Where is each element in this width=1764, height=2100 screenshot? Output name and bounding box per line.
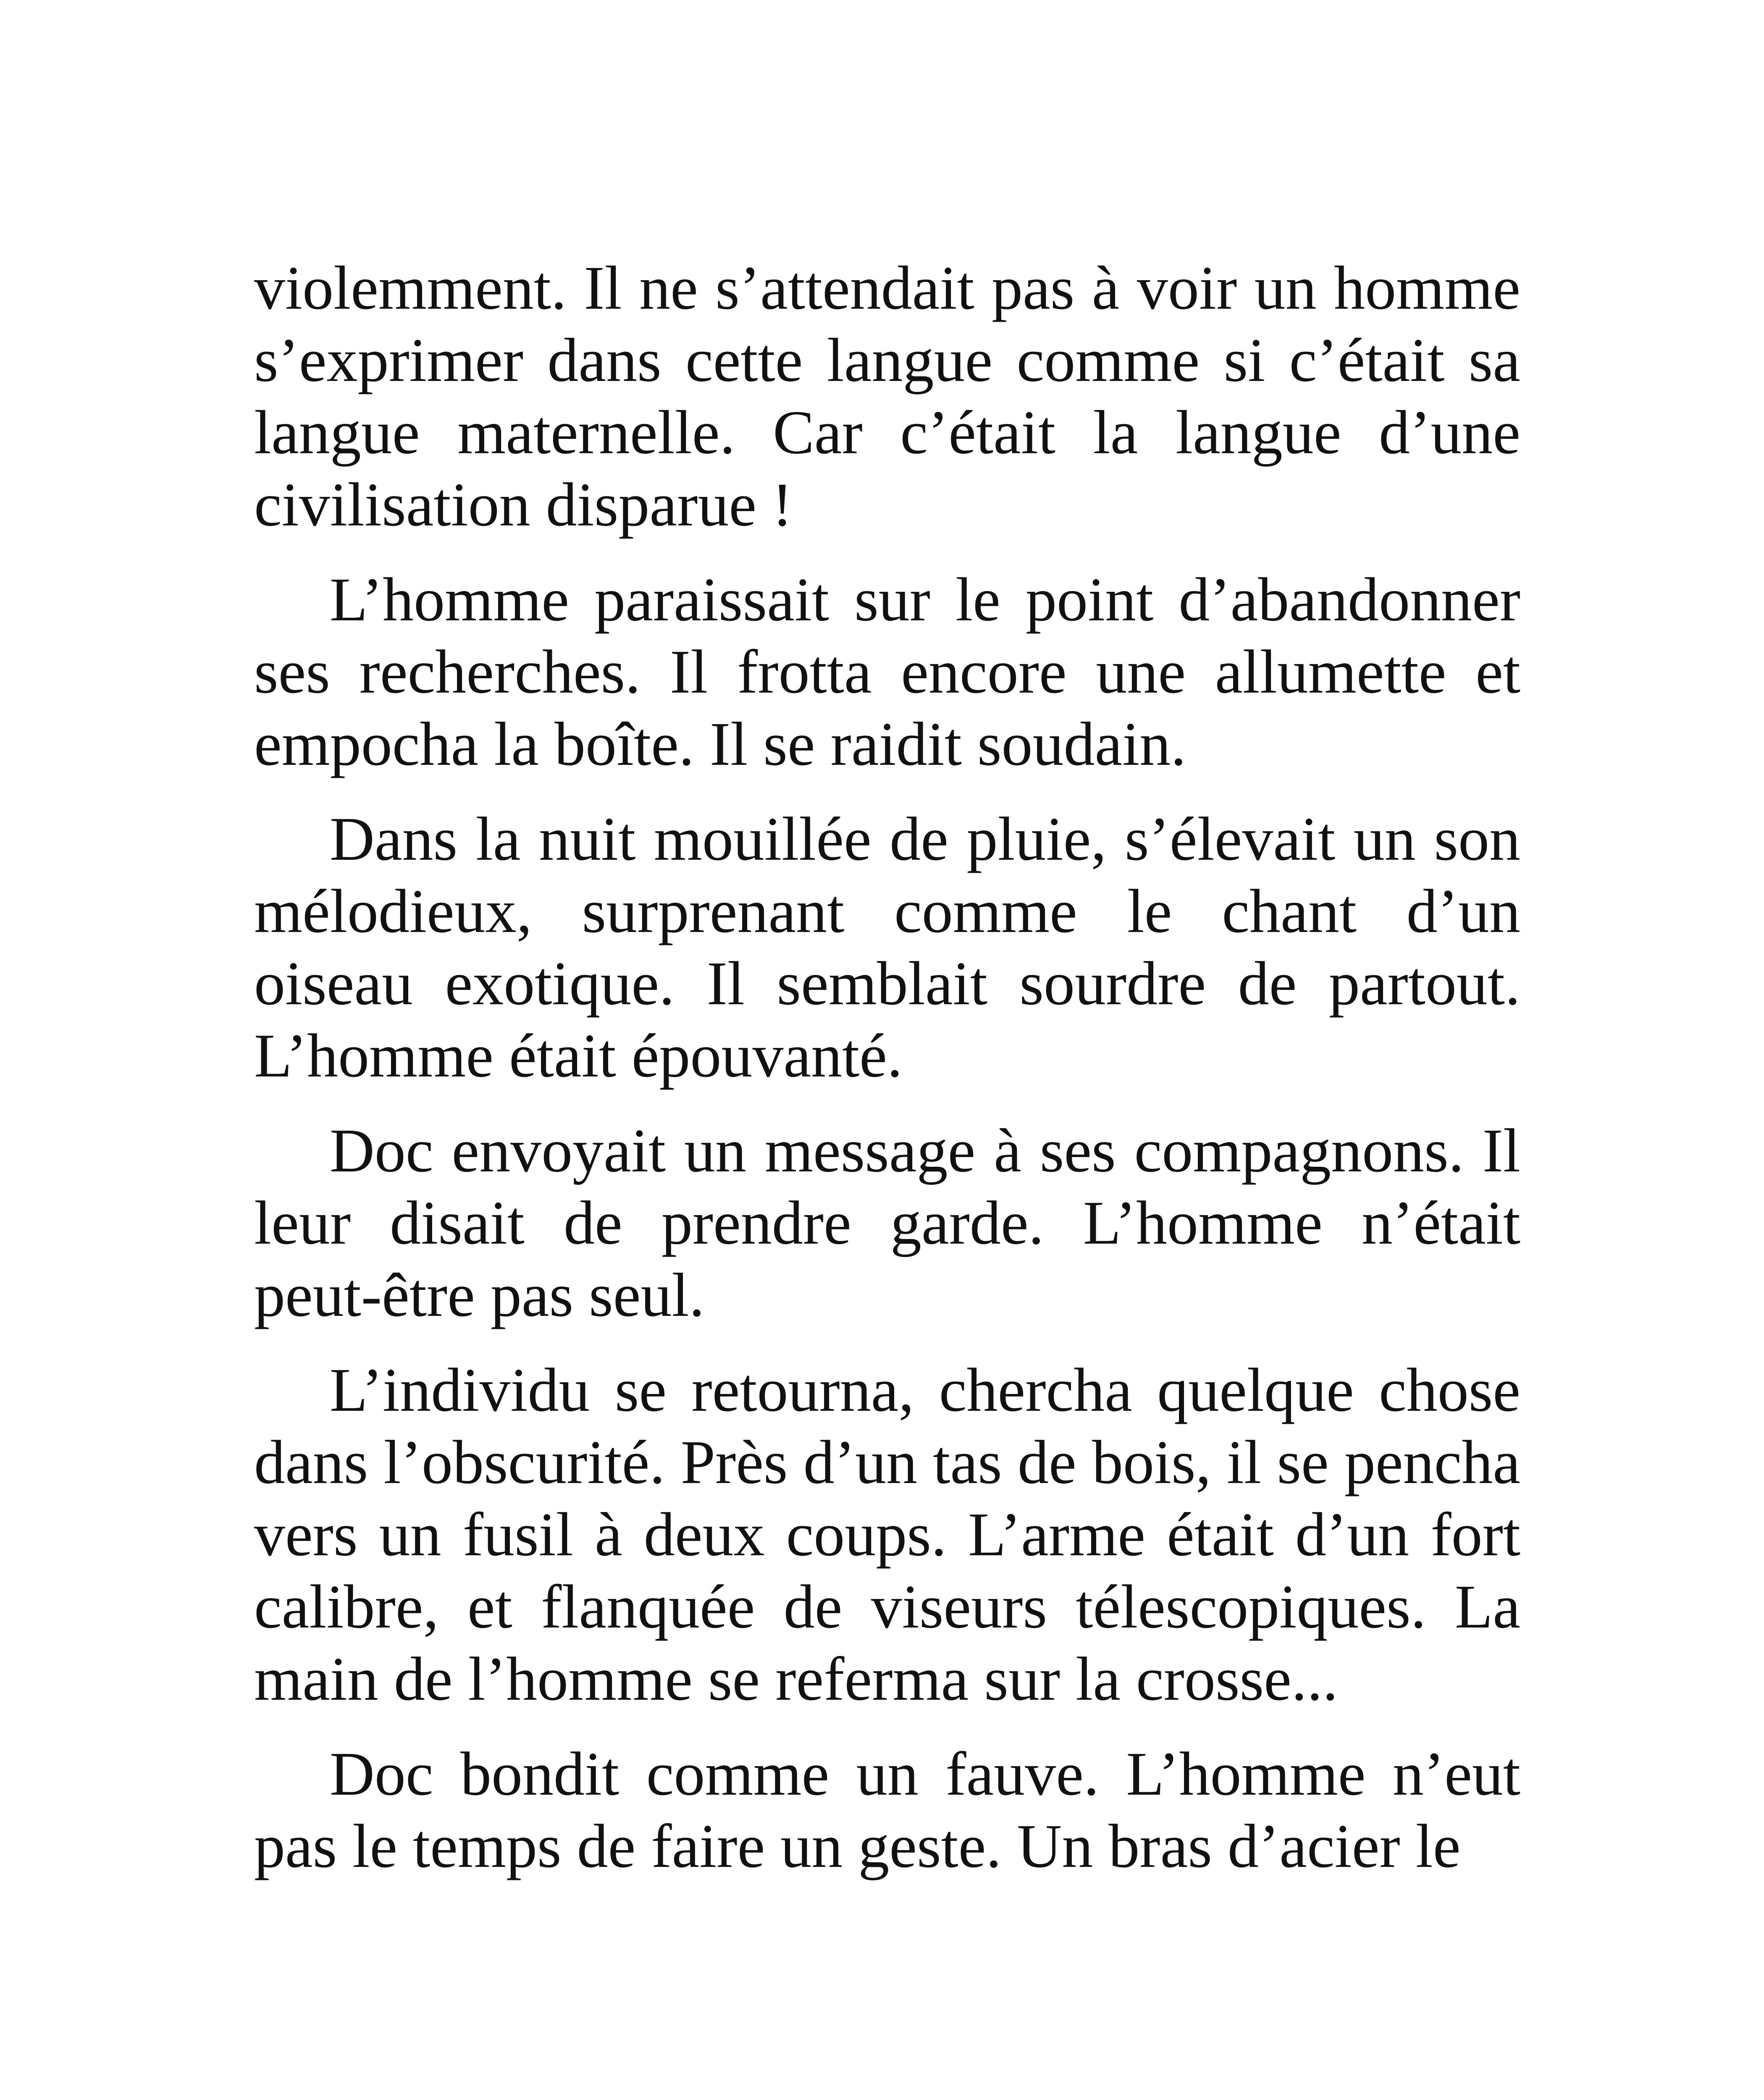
paragraph-1: violemment. Il ne s’attendait pas à voir un homme s’exprimer dans cette langue comme si c’était sa langue maternelle. Car c’était la langue d’une civilisation disparue !	[254, 254, 1520, 539]
paragraph-6: Doc bondit comme un fauve. L’homme n’eut pas le temps de faire un geste. Un bras d’acier le	[254, 1740, 1520, 1881]
paragraph-2: L’homme paraissait sur le point d’abandonner ses recherches. Il frotta encore une allumette et empocha la boîte. Il se raidit soudain.	[254, 565, 1520, 779]
body-text	[254, 252, 1520, 1905]
paragraph-3: Dans la nuit mouillée de pluie, s’élevait un son mélodieux, surprenant comme le chant d’un oiseau exotique. Il semblait sourdre de partout. L’homme était épouvanté.	[254, 805, 1520, 1090]
paragraph-4: Doc envoyait un message à ses compagnons. Il leur disait de prendre garde. L’homme n’était peut-être pas seul.	[254, 1116, 1520, 1330]
paragraph-5: L’individu se retourna, chercha quelque chose dans l’obscurité. Près d’un tas de bois, il se pencha vers un fusil à deux coups. L’arme était d’un fort calibre, et flanquée de viseurs télescopiques. La main de l’homme se referma sur la crosse...	[254, 1356, 1520, 1714]
